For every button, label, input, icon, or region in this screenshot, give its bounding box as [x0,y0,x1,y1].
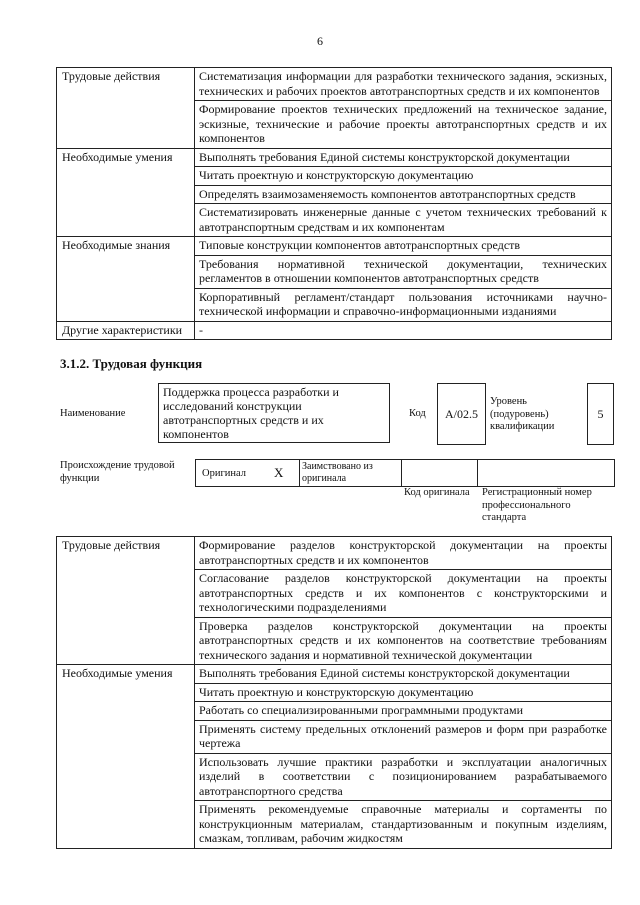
table-row [57,537,612,570]
function-name-box: Поддержка процесса разработки и исследований конструкции автотранспортных средств и их компонентов [158,383,390,443]
table-cell: Формирование разделов конструкторской документации на проекты автотранспортных средств и их компонентов [195,537,612,570]
table-row [57,237,612,256]
original-label: Оригинал [202,468,246,479]
table-row [57,68,612,101]
table-cell: Выполнять требования Единой системы конструкторской документации [195,665,612,684]
table-row [57,148,612,167]
table-cell: Применять систему предельных отклонений размеров и форм при разработке чертежа [195,720,612,753]
origin-label: Происхождение трудовой функции [60,460,175,484]
table-row [57,665,612,684]
name-label: Наименование [60,408,126,419]
row-label: Необходимые умения [57,665,195,849]
level-label: Уровень (подуровень) квалификации [490,396,555,432]
table-cell: Систематизация информации для разработки технического задания, эскизных, технических и рабочих проектов автотранспортных средств и их компонентов [195,68,612,101]
row-label: Необходимые умения [57,148,195,237]
table-cell: Систематизировать инженерные данные с учетом технических требований к автотранспортным средствам и их компонентам [195,204,612,237]
reg-number-caption: Регистрационный номер профессионального стандарта [482,487,592,523]
code-original-caption: Код оригинала [404,487,470,498]
origin-table [195,459,615,487]
page-number: 6 [317,34,323,48]
divider [299,460,300,486]
table-cell: Требования нормативной технической документации, технических регламентов в отношении компонентов автотранспортных средств [195,255,612,288]
table-cell: Работать со специализированными программными продуктами [195,702,612,721]
row-label: Другие характеристики [57,321,195,340]
level-value-box: 5 [587,383,614,445]
table-cell: Формирование проектов технических предложений на техническое задание, эскизные, технические и рабочие проекты автотранспортных средств и их компонентов [195,101,612,149]
original-mark: X [274,465,284,480]
row-label: Необходимые знания [57,237,195,322]
table-cell: Использовать лучшие практики разработки и эксплуатации аналогичных изделий в соответствии с позиционированием разрабатываемого автотранспортного средства [195,753,612,801]
divider [477,460,478,486]
table-cell: Корпоративный регламент/стандарт пользования источниками научно-технической информации и справочно-информационными изданиями [195,288,612,321]
table-cell: Читать проектную и конструкторскую документацию [195,683,612,702]
bottom-requirements-table [56,536,612,849]
code-value-box: A/02.5 [437,383,486,445]
row-label: Трудовые действия [57,537,195,665]
top-requirements-table [56,67,612,340]
table-row [57,321,612,340]
row-label: Трудовые действия [57,68,195,149]
borrowed-label: Заимствовано из оригинала [302,461,373,484]
code-label: Код [409,408,426,419]
table-cell: Согласование разделов конструкторской документации на проекты автотранспортных средств и их компонентов с конструкторскими и технологическими подразделениями [195,570,612,618]
table-cell: Читать проектную и конструкторскую документацию [195,167,612,186]
table-cell: Проверка разделов конструкторской документации на проекты автотранспортных средств и их компонентов на соответствие требованиям технического задания и нормативной технической документации [195,617,612,665]
table-cell: Типовые конструкции компонентов автотранспортных средств [195,237,612,256]
table-cell: Выполнять требования Единой системы конструкторской документации [195,148,612,167]
table-cell: - [195,321,612,340]
divider [401,460,402,486]
table-cell: Применять рекомендуемые справочные материалы и сортаменты по конструкционным материалам, стандартизованным и покупным изделиям, смазкам, топливам, рабочим жидкостям [195,801,612,849]
table-cell: Определять взаимозаменяемость компонентов автотранспортных средств [195,185,612,204]
section-heading: 3.1.2. Трудовая функция [60,356,203,371]
